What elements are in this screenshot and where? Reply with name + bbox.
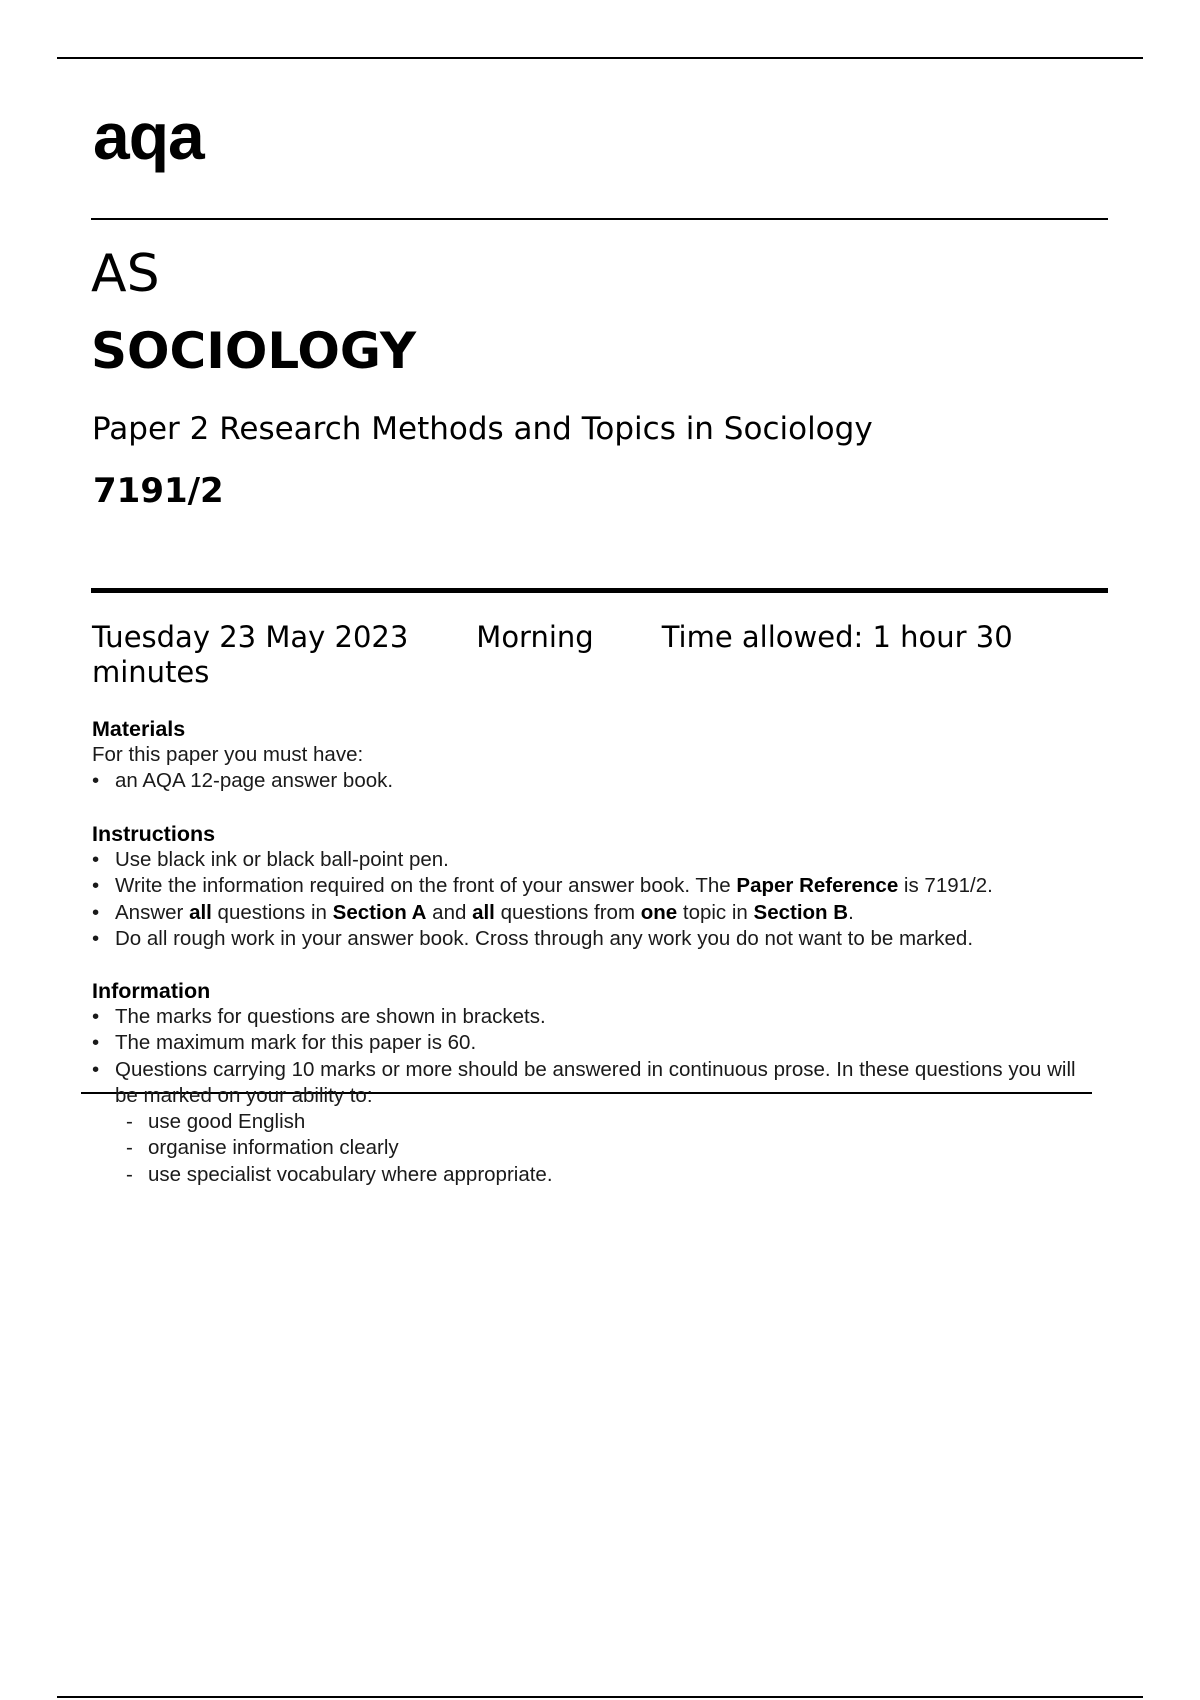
logo-divider xyxy=(91,218,1108,220)
subject-title: SOCIOLOGY xyxy=(91,322,417,380)
qualification-level: AS xyxy=(91,244,160,304)
instruction-item: • Do all rough work in your answer book. Cross through any work you do not want to be marked. xyxy=(92,926,1102,952)
materials-section xyxy=(92,716,1102,795)
top-page-rule xyxy=(57,57,1143,59)
information-section xyxy=(92,978,1102,1188)
instructions-heading: Instructions xyxy=(92,822,216,846)
time-allowed: Time allowed: 1 hour 30 minutes xyxy=(92,620,1013,689)
materials-item: • an AQA 12-page answer book. xyxy=(92,768,1102,794)
instruction-item: • Use black ink or black ball-point pen. xyxy=(92,847,1102,873)
materials-heading: Materials xyxy=(92,717,186,741)
session-details xyxy=(92,620,1092,690)
exam-session: Morning xyxy=(476,620,594,654)
information-sub-item: - organise information clearly xyxy=(92,1135,1102,1161)
thick-divider xyxy=(91,588,1108,593)
information-item: • The maximum mark for this paper is 60. xyxy=(92,1030,1102,1056)
information-sub-item: - use good English xyxy=(92,1109,1102,1135)
instruction-item: • Answer all questions in Section A and all questions from one topic in Section B. xyxy=(92,900,1102,926)
exam-date: Tuesday 23 May 2023 xyxy=(92,620,409,654)
information-heading: Information xyxy=(92,979,211,1003)
paper-code: 7191/2 xyxy=(93,471,224,511)
paper-title: Paper 2 Research Methods and Topics in Sociology xyxy=(92,411,873,447)
information-item: • Questions carrying 10 marks or more should be answered in continuous prose. In these questions you will be marked on your ability to: xyxy=(92,1057,1102,1110)
instruction-item: • Write the information required on the front of your answer book. The Paper Reference is 7191/2. xyxy=(92,873,1102,899)
bottom-page-rule xyxy=(57,1696,1143,1698)
information-sub-item: - use specialist vocabulary where appropriate. xyxy=(92,1162,1102,1188)
materials-intro: For this paper you must have: xyxy=(92,743,364,766)
instructions-section xyxy=(92,821,1102,952)
aqa-logo: aqa xyxy=(93,99,204,173)
information-item: • The marks for questions are shown in brackets. xyxy=(92,1004,1102,1030)
